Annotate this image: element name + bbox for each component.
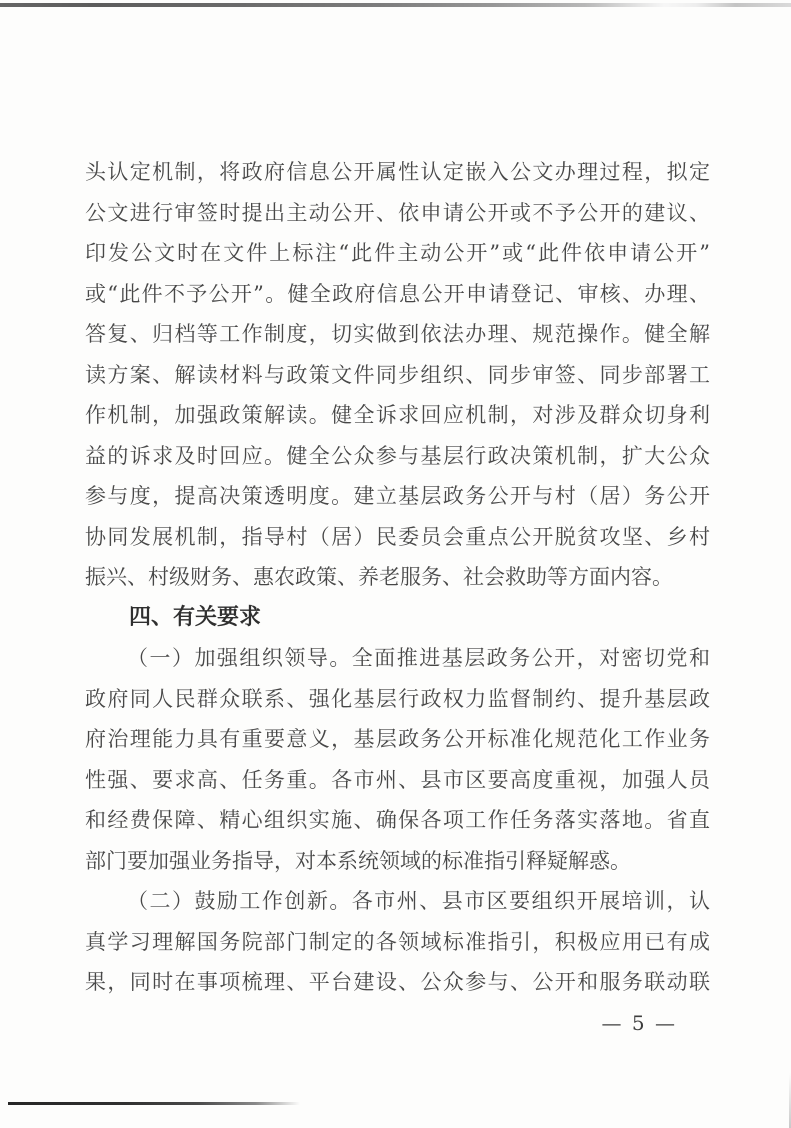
text-line: 参与度，提高决策透明度。建立基层政务公开与村（居）务公开 — [85, 484, 710, 508]
text-line: 益的诉求及时回应。健全公众参与基层行政决策机制，扩大公众 — [85, 443, 710, 468]
text-line: 振兴、村级财务、惠农政策、养老服务、社会救助等方面内容。 — [85, 565, 673, 589]
text-line: 府治理能力具有重要意义，基层政务公开标准化规范化工作业务 — [85, 727, 710, 751]
text-line: 读方案、解读材料与政策文件同步组织、同步审签、同步部署工 — [85, 362, 710, 387]
text-lines — [85, 152, 710, 1003]
text-line: 或“此件不予公开”。健全政府信息公开申请登记、审核、办理、 — [85, 281, 710, 306]
text-line: 部门要加强业务指导，对本系统领域的标准指引释疑解惑。 — [85, 848, 631, 873]
text-line: 果，同时在事项梳理、平台建设、公众参与、公开和服务联动联 — [85, 970, 710, 994]
text-line: 头认定机制，将政府信息公开属性认定嵌入公文办理过程，拟定 — [85, 160, 710, 184]
text-line: 作机制，加强政策解读。健全诉求回应机制，对涉及群众切身利 — [85, 403, 710, 427]
text-line: 和经费保障、精心组织实施、确保各项工作任务落实落地。省直 — [85, 808, 710, 832]
text-line: 公文进行审签时提出主动公开、依申请公开或不予公开的建议、 — [85, 200, 710, 225]
text-line: （一）加强组织领导。全面推进基层政务公开，对密切党和 — [127, 646, 710, 670]
scan-artifact-bottom-edge — [8, 1102, 300, 1105]
text-line: 真学习理解国务院部门制定的各领域标准指引，积极应用已有成 — [85, 929, 710, 954]
page-number: — 5 — — [601, 1010, 677, 1035]
text-line: 协同发展机制，指导村（居）民委员会重点公开脱贫攻坚、乡村 — [85, 524, 710, 549]
text-line: 答复、归档等工作制度，切实做到依法办理、规范操作。健全解 — [85, 322, 710, 346]
section-heading: 四、有关要求 — [129, 604, 262, 630]
text-line: 性强、要求高、任务重。各市州、县市区要高度重视，加强人员 — [85, 767, 710, 792]
text-line: 政府同人民群众联系、强化基层行政权力监督制约、提升基层政 — [85, 686, 710, 711]
text-line: 印发公文时在文件上标注“此件主动公开”或“此件依申请公开” — [85, 241, 710, 265]
text-line: （二）鼓励工作创新。各市州、县市区要组织开展培训，认 — [127, 889, 710, 913]
